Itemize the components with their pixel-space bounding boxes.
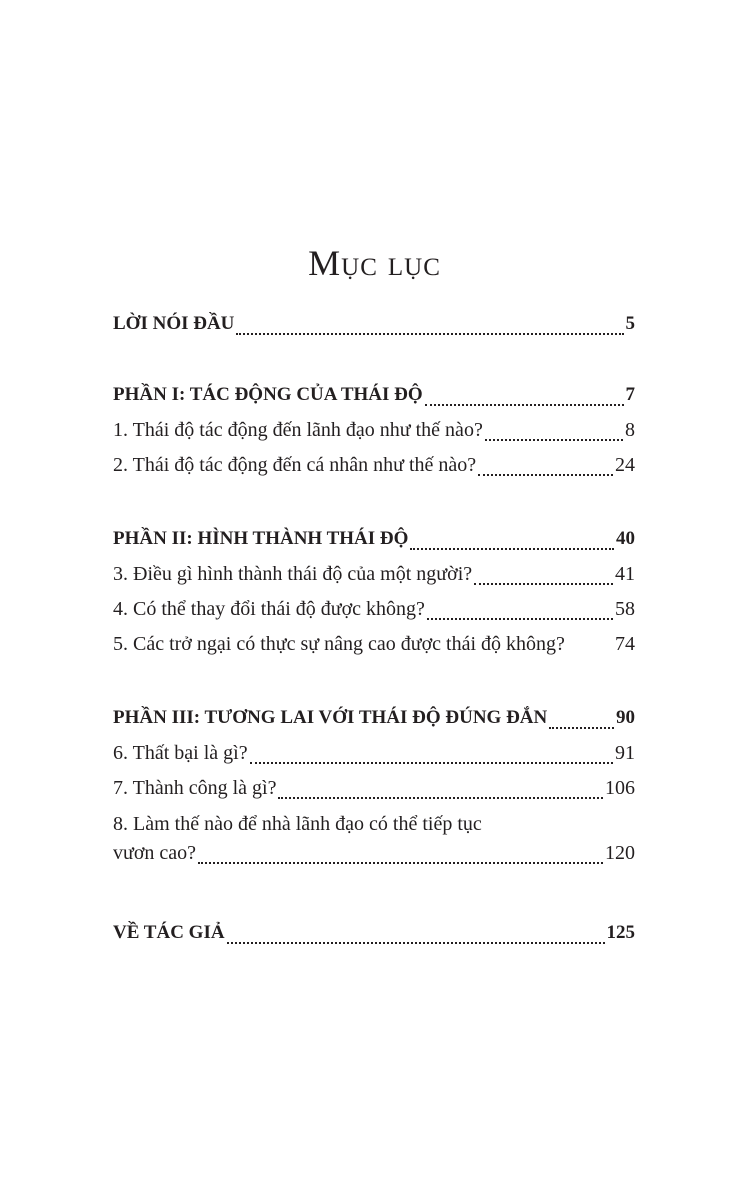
toc-entry-chapter-2[interactable] [113,454,635,482]
toc-page-number: 90 [616,707,635,728]
toc-entry-chapter-4[interactable] [113,598,635,626]
toc-label: vươn cao? [113,842,197,864]
toc-label-chapter-8-line-1[interactable]: 8. Làm thế nào để nhà lãnh đạo có thể tiếp tục [113,813,482,835]
dot-leader [549,727,614,729]
toc-label: PHẦN II: HÌNH THÀNH THÁI ĐỘ [113,528,409,549]
dot-leader [250,762,613,764]
toc-page-number: 41 [615,563,635,585]
toc-page-number: 91 [615,742,635,764]
toc-page-number: 106 [605,777,635,799]
toc-page-number: 40 [616,528,635,549]
dot-leader [485,439,623,441]
toc-entry-chapter-1[interactable] [113,419,635,447]
toc-entry-about-author[interactable] [113,922,635,950]
dot-leader [198,862,603,864]
toc-page-number: 58 [615,598,635,620]
toc-entry-chapter-8[interactable] [113,842,635,870]
dot-leader [427,618,613,620]
toc-label: PHẦN I: TÁC ĐỘNG CỦA THÁI ĐỘ [113,384,423,405]
toc-page-number: 5 [625,313,635,334]
toc-entry-chapter-6[interactable] [113,742,635,770]
toc-entry-chapter-3[interactable] [113,563,635,591]
toc-label: 1. Thái độ tác động đến lãnh đạo như thế nào? [113,419,483,441]
dot-leader [410,548,614,550]
dot-leader [474,583,613,585]
toc-label: 7. Thành công là gì? [113,777,277,799]
toc-label: 6. Thất bại là gì? [113,742,248,764]
page-title: Mục lục [308,243,441,284]
toc-label: PHẦN III: TƯƠNG LAI VỚI THÁI ĐỘ ĐÚNG ĐẮN [113,707,548,728]
toc-page-number: 7 [625,384,635,405]
toc-page-number: 8 [625,419,635,441]
toc-entry-chapter-5[interactable] [113,633,635,661]
dot-leader [425,404,624,406]
toc-label: 2. Thái độ tác động đến cá nhân như thế nào? [113,454,477,476]
dot-leader [236,333,623,335]
toc-label: LỜI NÓI ĐẦU [113,313,235,334]
toc-entry-preface[interactable] [113,313,635,341]
toc-label: VỀ TÁC GIẢ [113,922,225,943]
dot-leader [478,474,613,476]
toc-label: 5. Các trở ngại có thực sự nâng cao được thái độ không? [113,633,565,655]
toc-label: 3. Điều gì hình thành thái độ của một người? [113,563,473,585]
toc-entry-part-1[interactable] [113,384,635,412]
toc-page-number: 24 [615,454,635,476]
dot-leader [278,797,603,799]
toc-page-number: 120 [605,842,635,864]
toc-entry-chapter-7[interactable] [113,777,635,805]
toc-page-number: 74 [615,633,635,655]
toc-label: 4. Có thể thay đổi thái độ được không? [113,598,425,620]
toc-entry-part-3[interactable] [113,707,635,735]
toc-page-number: 125 [606,922,635,943]
dot-leader [227,942,605,944]
toc-entry-part-2[interactable] [113,528,635,556]
